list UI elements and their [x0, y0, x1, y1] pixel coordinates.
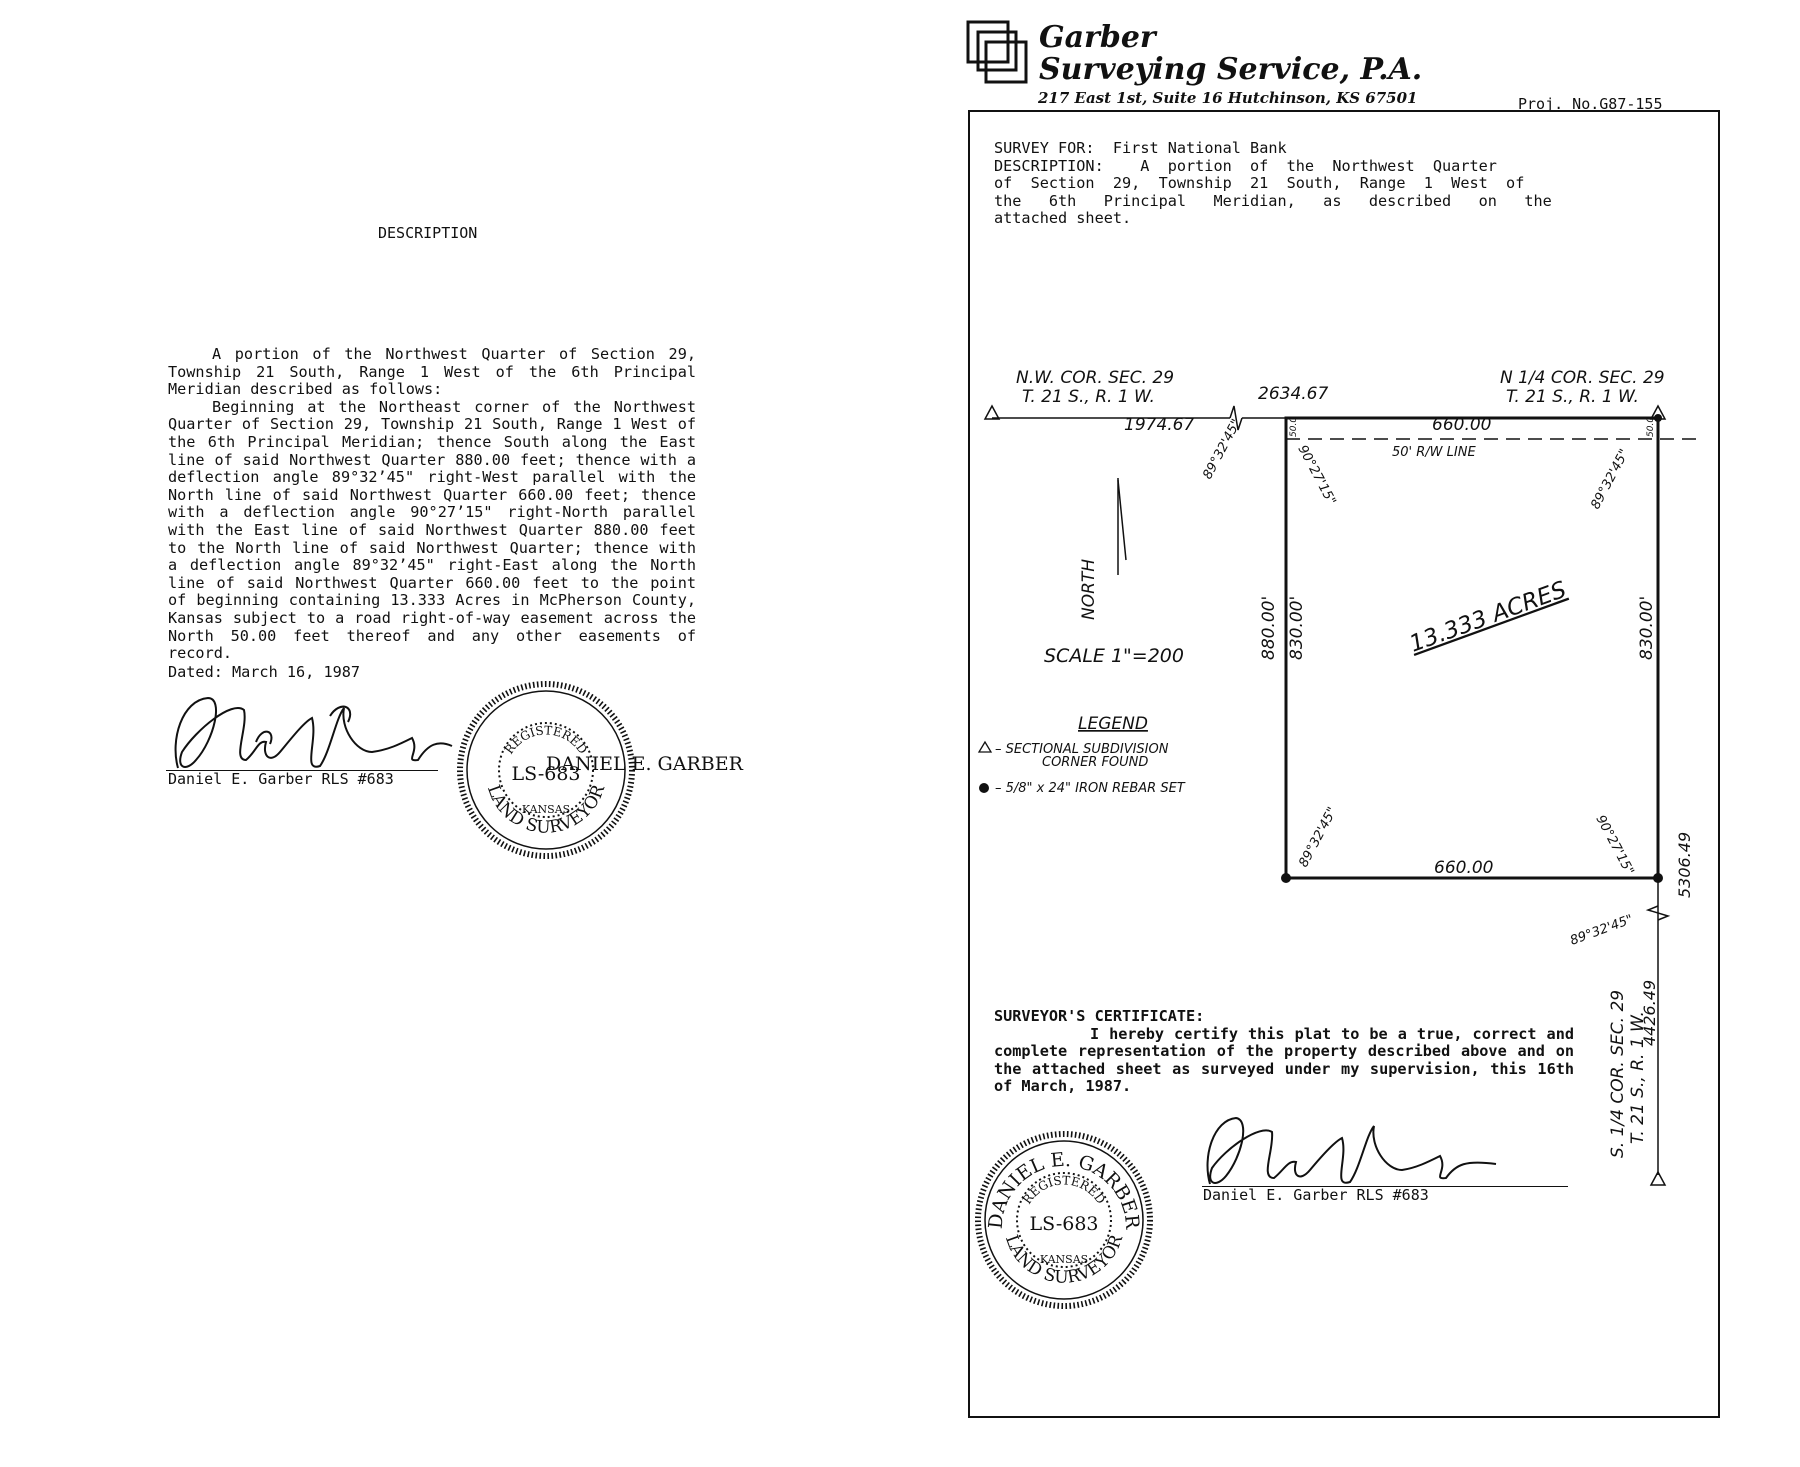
description-intro: A portion of the Northwest Quarter of Section 29, Township 21 South, Range 1 West of the 6th Principal Meridian described as follows:	[168, 345, 696, 399]
angle-label: 89°32'45"	[1588, 446, 1633, 512]
seal-license: LS-683	[1029, 1213, 1099, 1235]
triangle-icon	[985, 406, 999, 419]
row-east-offset: 50.0	[1646, 416, 1656, 437]
acres-label: 13.333 ACRES	[1406, 576, 1570, 658]
rebar-dot	[979, 783, 989, 793]
signature-scribble-right	[1208, 1118, 1496, 1184]
s-quarter-label-1: S. 1/4 COR. SEC. 29	[1608, 989, 1628, 1158]
east-830-label: 830.00'	[1637, 595, 1657, 660]
description-body: Beginning at the Northeast corner of the Northwest Quarter of Section 29, Township 21 South, Range 1 West of the 6th Principal Meridian; thence South along the East line of said Northwest Quarter 880.00 feet; thence with a deflection angle 89°32’45" right-West parallel with the North line of said Northwest Quarter 660.00 feet; thence with a deflection angle 90°27’15" right-North parallel with the East line of said Northwest Quarter 880.00 feet to the North line of said Northwest Quarter; thence with a deflection angle 89°32’45" right-East along the North line of said Northwest Quarter 660.00 feet to the point of beginning containing 13.333 Acres in McPherson County, Kansas subject to a road right-of-way easement across the North 50.00 feet thereof and any other easements of record.	[168, 397, 696, 663]
description-line: the 6th Principal Meridian, as described on the	[994, 191, 1552, 210]
scale-label: SCALE 1"=200	[1044, 645, 1184, 667]
angle-label: 90°27'15"	[1294, 442, 1339, 508]
seal-registered-text: REGISTERED	[1019, 1173, 1109, 1207]
south-distance: 660.00	[1434, 858, 1494, 878]
dated-line: Dated: March 16, 1987	[168, 663, 361, 681]
project-number: Proj. No.G87-155	[1518, 95, 1663, 113]
total-north-distance: 2634.67	[1258, 384, 1329, 404]
seal-top-text: DANIEL E. GARBER	[546, 753, 743, 775]
legend-item-1b: CORNER FOUND	[1042, 755, 1149, 770]
survey-for-label: SURVEY FOR:	[994, 139, 1095, 157]
seal-state: KANSAS	[521, 803, 571, 816]
surveyor-seal-left	[460, 684, 744, 856]
company-name-line1: Garber	[1039, 20, 1156, 55]
description-line: of Section 29, Township 21 South, Range 1 West of	[994, 174, 1525, 193]
seal-top-text: DANIEL E. GARBER	[984, 1148, 1144, 1230]
nw-corner-label-1: N.W. COR. SEC. 29	[1016, 368, 1175, 388]
n-quarter-label-2: T. 21 S., R. 1 W.	[1506, 387, 1639, 407]
legend-item-1a: – SECTIONAL SUBDIVISION	[995, 742, 1169, 757]
signature-scribble-left	[176, 698, 452, 768]
certificate-body: I hereby certify this plat to be a true, correct and complete representation of the property described above and on the attached sheet as surveyed under my supervision, this 16th of March, 1987.	[994, 1024, 1574, 1096]
company-address: 217 East 1st, Suite 16 Hutchinson, KS 67501	[1038, 89, 1418, 107]
description-line: attached sheet.	[994, 209, 1132, 228]
west-distance: 1974.67	[1124, 415, 1195, 435]
description-line: DESCRIPTION: A portion of the Northwest Quarter	[994, 156, 1497, 175]
company-logo	[968, 22, 1026, 82]
angle-label: 89°32'45"	[1568, 912, 1636, 949]
north-distance: 660.00	[1432, 415, 1492, 435]
south-section-distance: 4426.49	[1640, 979, 1659, 1046]
north-label: NORTH	[1079, 558, 1099, 620]
signature-name-right: Daniel E. Garber RLS #683	[1203, 1186, 1429, 1204]
angle-label: 89°32'45"	[1200, 416, 1245, 482]
description-title: DESCRIPTION	[378, 224, 478, 242]
n-quarter-label-1: N 1/4 COR. SEC. 29	[1500, 368, 1665, 388]
row-west-offset: 50.0	[1289, 416, 1299, 437]
west-880-label: 880.00'	[1259, 595, 1279, 660]
survey-for-value: First National Bank	[1112, 139, 1287, 157]
seal-registered-text: REGISTERED	[501, 723, 591, 757]
company-name-line2: Surveying Service, P.A.	[1039, 52, 1423, 87]
surveyor-seal-right	[978, 1134, 1150, 1306]
angle-label: 89°32'45"	[1296, 804, 1341, 870]
west-830-label: 830.00'	[1287, 595, 1307, 660]
seal-license: LS-683	[511, 763, 581, 785]
east-section-distance: 5306.49	[1675, 831, 1694, 898]
seal-bottom-text: LAND SURVEYOR	[482, 782, 610, 838]
rebar-dot	[1281, 873, 1291, 883]
legend-title: LEGEND	[1078, 714, 1148, 734]
north-arrow-barb	[1118, 480, 1126, 560]
legend-item-2: – 5/8" x 24" IRON REBAR SET	[995, 781, 1185, 796]
s-quarter-label-2: T. 21 S., R. 1 W.	[1628, 1011, 1648, 1144]
nw-corner-label-2: T. 21 S., R. 1 W.	[1022, 387, 1155, 407]
seal-bottom-text: LAND SURVEYOR	[1000, 1232, 1128, 1288]
angle-label: 90°27'15"	[1592, 812, 1637, 878]
seal-state: KANSAS	[1039, 1253, 1089, 1266]
signature-name-left: Daniel E. Garber RLS #683	[168, 770, 394, 788]
certificate-title: SURVEYOR'S CERTIFICATE:	[994, 1007, 1205, 1025]
triangle-icon	[979, 742, 991, 752]
row-line-label: 50' R/W LINE	[1392, 445, 1476, 460]
